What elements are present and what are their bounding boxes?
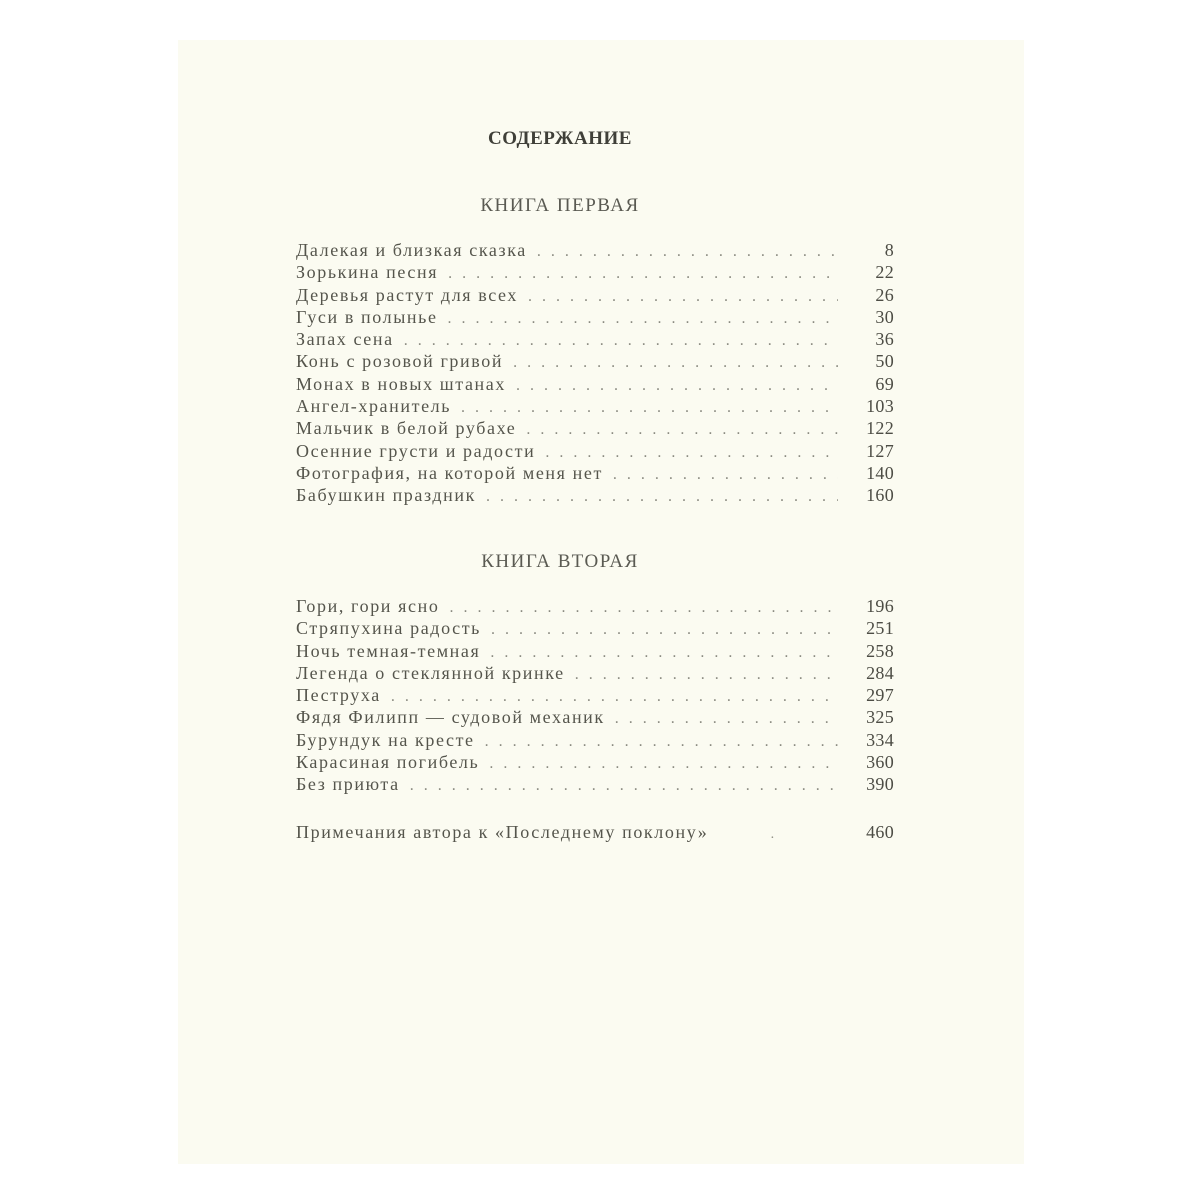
toc-entry-page: 284	[866, 662, 894, 683]
leader-dots	[503, 354, 838, 372]
toc-entry-page: 103	[866, 396, 894, 417]
toc-entry	[296, 285, 894, 307]
toc-entry-page: 258	[866, 640, 894, 661]
toc-entry	[296, 307, 894, 329]
leader-dots	[475, 733, 838, 751]
leader-dots	[476, 488, 838, 506]
toc-entry-page: 8	[884, 240, 894, 260]
toc-entry-page: 50	[875, 351, 894, 372]
toc-entry	[296, 441, 894, 463]
toc-entry	[296, 485, 894, 507]
toc-list-book-2	[296, 596, 894, 797]
page-title: СОДЕРЖАНИЕ	[488, 128, 632, 149]
toc-entry-page: 390	[866, 774, 894, 795]
toc-entry-page: 22	[875, 262, 894, 283]
toc-entry-title: Фотография, на которой меня нет	[296, 462, 603, 483]
toc-entry-title: Деревья растут для всех	[296, 284, 519, 305]
toc-entry	[296, 374, 894, 396]
leader-dots	[438, 265, 838, 283]
leader-dots	[451, 399, 838, 417]
leader-dots	[394, 332, 838, 350]
toc-entry-title: Далекая и близкая сказка	[296, 240, 527, 260]
toc-entry	[296, 685, 894, 707]
book-page	[178, 40, 1024, 1164]
leader-dots: .	[770, 827, 776, 842]
leader-dots	[535, 444, 838, 462]
toc-entry-title: Ангел-хранитель	[296, 396, 452, 417]
toc-entry-page: 297	[866, 685, 894, 706]
leader-dots	[603, 466, 838, 484]
toc-entry-title: Бабушкин праздник	[296, 485, 476, 506]
leader-dots	[516, 421, 838, 439]
toc-entry	[296, 418, 894, 440]
toc-entry-title: Примечания автора к «Последнему поклону»	[296, 822, 709, 842]
toc-entry-title: Конь с розовой гривой	[296, 351, 504, 372]
toc-entry-title: Фядя Филипп — судовой механик	[296, 707, 605, 728]
toc-entry-title: Ночь темная-темная	[296, 640, 481, 661]
toc-entry	[296, 663, 894, 685]
toc-entry-page: 30	[875, 306, 894, 327]
toc-entry-title: Мальчик в белой рубахе	[296, 418, 517, 439]
leader-dots	[439, 599, 838, 617]
toc-entry-title: Легенда о стеклянной кринке	[296, 662, 565, 683]
toc-entry-title: Стряпухина радость	[296, 618, 481, 639]
toc-entry-title: Зорькина песня	[296, 262, 439, 283]
leader-dots	[506, 377, 838, 395]
toc-entry-title: Гори, гори ясно	[296, 596, 440, 616]
toc-entry-title: Монах в новых штанах	[296, 373, 506, 394]
toc-entry-page: 460	[866, 822, 894, 842]
leader-dots	[400, 777, 838, 795]
leader-dots	[527, 243, 838, 261]
toc-entry-page: 334	[866, 729, 894, 750]
toc-entry-title: Запах сена	[296, 329, 394, 350]
toc-entry	[296, 641, 894, 663]
toc-entry-page: 122	[866, 418, 894, 439]
leader-dots	[605, 710, 838, 728]
toc-entry-page: 160	[866, 485, 894, 506]
toc-entry	[296, 752, 894, 774]
leader-dots	[381, 688, 838, 706]
toc-entry-title: Бурундук на кресте	[296, 729, 475, 750]
toc-entry	[296, 351, 894, 373]
toc-entry	[296, 329, 894, 351]
toc-entry-page: 69	[875, 373, 894, 394]
toc-entry-page: 26	[875, 284, 894, 305]
toc-entry-page: 36	[875, 329, 894, 350]
leader-dots	[479, 755, 838, 773]
toc-entry	[296, 463, 894, 485]
toc-entry-title: Гуси в полынье	[296, 306, 438, 327]
toc-entry	[296, 262, 894, 284]
leader-dots	[438, 310, 838, 328]
leader-dots	[480, 644, 838, 662]
leader-dots	[565, 666, 838, 684]
toc-entry	[296, 396, 894, 418]
toc-entry-title: Осенние грусти и радости	[296, 440, 536, 461]
toc-entry-page: 140	[866, 462, 894, 483]
leader-dots	[518, 288, 838, 306]
toc-list-book-1	[296, 240, 894, 508]
toc-entry	[296, 730, 894, 752]
toc-entry-title: Без приюта	[296, 774, 400, 795]
section-heading-book-1: КНИГА ПЕРВАЯ	[480, 195, 640, 216]
toc-entry	[296, 618, 894, 640]
toc-entry	[296, 774, 894, 796]
toc-entry-page: 127	[866, 440, 894, 461]
toc-entry-page: 325	[866, 707, 894, 728]
toc-entry	[296, 240, 894, 262]
section-heading-book-2: КНИГА ВТОРАЯ	[481, 551, 639, 572]
toc-entry-title: Карасиная погибель	[296, 752, 480, 773]
toc-entry-page: 360	[866, 752, 894, 773]
toc-entry-title: Пеструха	[296, 685, 381, 706]
toc-entry	[296, 596, 894, 618]
toc-entry-notes	[296, 822, 894, 843]
toc-entry-page: 251	[866, 618, 894, 639]
toc-entry	[296, 707, 894, 729]
leader-dots	[481, 621, 838, 639]
toc-entry-page: 196	[866, 596, 894, 616]
